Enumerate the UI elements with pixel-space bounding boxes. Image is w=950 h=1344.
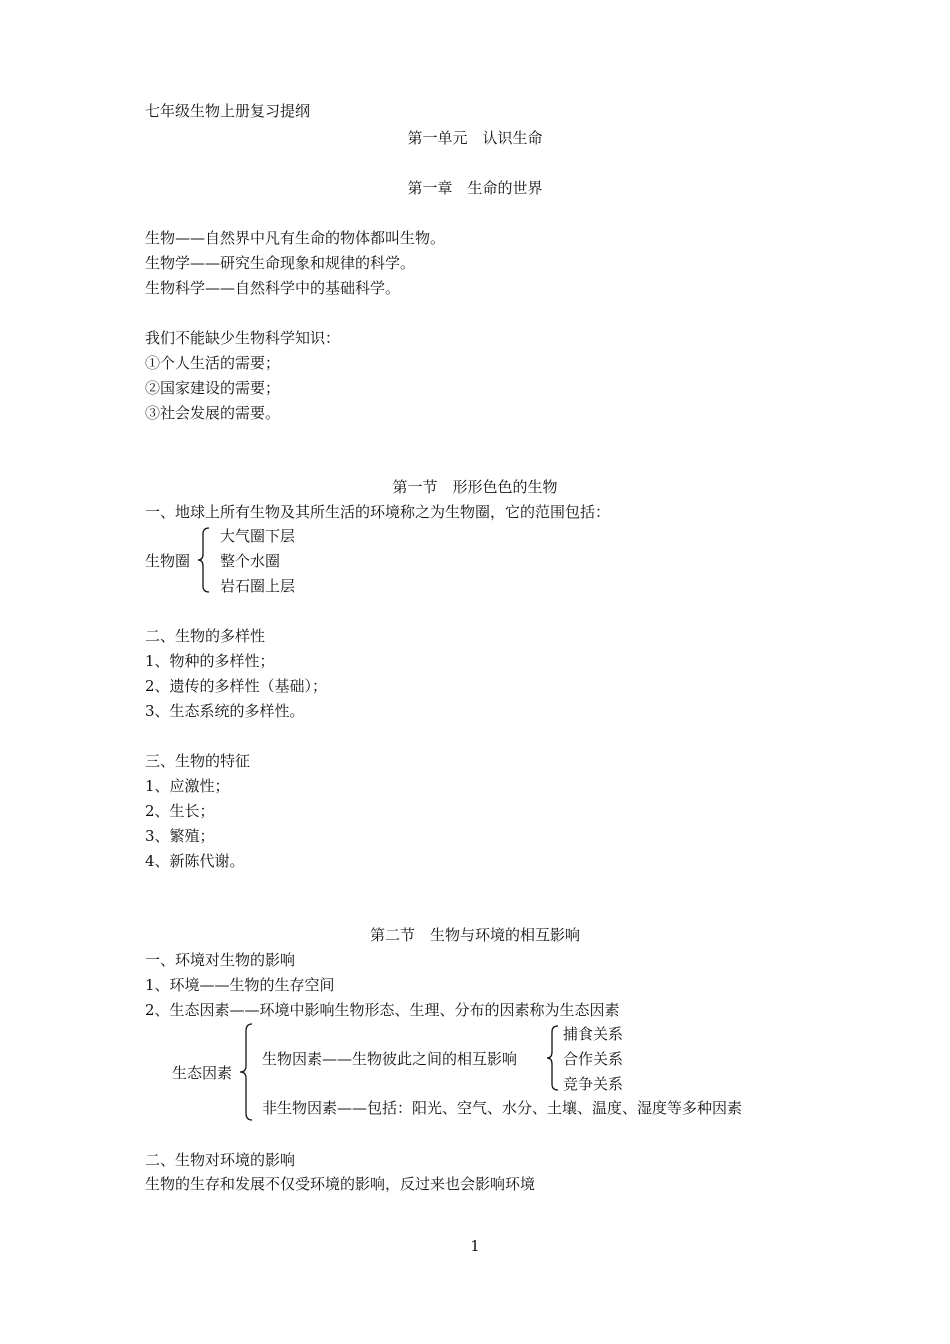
section1-title: 第一节 形形色色的生物 — [392, 478, 558, 496]
doc-title: 七年级生物上册复习提纲 — [145, 102, 311, 120]
chapter-title: 第一章 生命的世界 — [407, 179, 543, 197]
biosphere-item: 大气圈下层 — [220, 527, 296, 545]
env-heading: 一、环境对生物的影响 — [145, 951, 296, 969]
feature-item: 1、应激性； — [145, 777, 230, 795]
biosphere-label: 生物圈 — [145, 552, 191, 570]
biotic-brace — [545, 1024, 561, 1092]
need-item: ③社会发展的需要。 — [145, 404, 281, 422]
env-item: 1、环境——生物的生存空间 — [145, 976, 335, 994]
impact-text: 生物的生存和发展不仅受环境的影响，反过来也会影响环境 — [145, 1175, 536, 1193]
biotic-relation-item: 合作关系 — [563, 1050, 624, 1068]
diversity-heading: 二、生物的多样性 — [145, 627, 266, 645]
feature-item: 4、新陈代谢。 — [145, 852, 245, 870]
need-heading: 我们不能缺少生物科学知识： — [145, 329, 341, 347]
definition-line: 生物——自然界中凡有生命的物体都叫生物。 — [145, 229, 446, 247]
unit-title: 第一单元 认识生命 — [407, 129, 543, 147]
diversity-item: 2、遗传的多样性（基础）； — [145, 677, 328, 695]
eco-factor-label: 生态因素 — [172, 1064, 233, 1082]
abiotic-factor: 非生物因素——包括：阳光、空气、水分、土壤、温度、湿度等多种因素 — [262, 1099, 743, 1117]
diversity-item: 3、生态系统的多样性。 — [145, 702, 305, 720]
biotic-factor: 生物因素——生物彼此之间的相互影响 — [262, 1050, 518, 1068]
section2-title: 第二节 生物与环境的相互影响 — [369, 926, 580, 944]
definition-line: 生物科学——自然科学中的基础科学。 — [145, 279, 401, 297]
biosphere-paragraph: 一、地球上所有生物及其所生活的环境称之为生物圈，它的范围包括： — [145, 503, 611, 521]
definition-line: 生物学——研究生命现象和规律的科学。 — [145, 254, 416, 272]
feature-item: 2、生长； — [145, 802, 215, 820]
diversity-item: 1、物种的多样性； — [145, 652, 275, 670]
eco-factor-brace — [238, 1022, 254, 1122]
feature-item: 3、繁殖； — [145, 827, 215, 845]
need-item: ①个人生活的需要； — [145, 354, 281, 372]
impact-heading: 二、生物对环境的影响 — [145, 1151, 296, 1169]
need-item: ②国家建设的需要； — [145, 379, 281, 397]
biotic-relation-item: 捕食关系 — [563, 1025, 624, 1043]
biosphere-item: 整个水圈 — [220, 552, 281, 570]
env-item: 2、生态因素——环境中影响生物形态、生理、分布的因素称为生态因素 — [145, 1001, 620, 1019]
page-number: 1 — [470, 1237, 480, 1255]
features-heading: 三、生物的特征 — [145, 752, 251, 770]
biotic-relation-item: 竞争关系 — [563, 1075, 624, 1093]
biosphere-brace — [196, 526, 212, 594]
biosphere-item: 岩石圈上层 — [220, 577, 296, 595]
